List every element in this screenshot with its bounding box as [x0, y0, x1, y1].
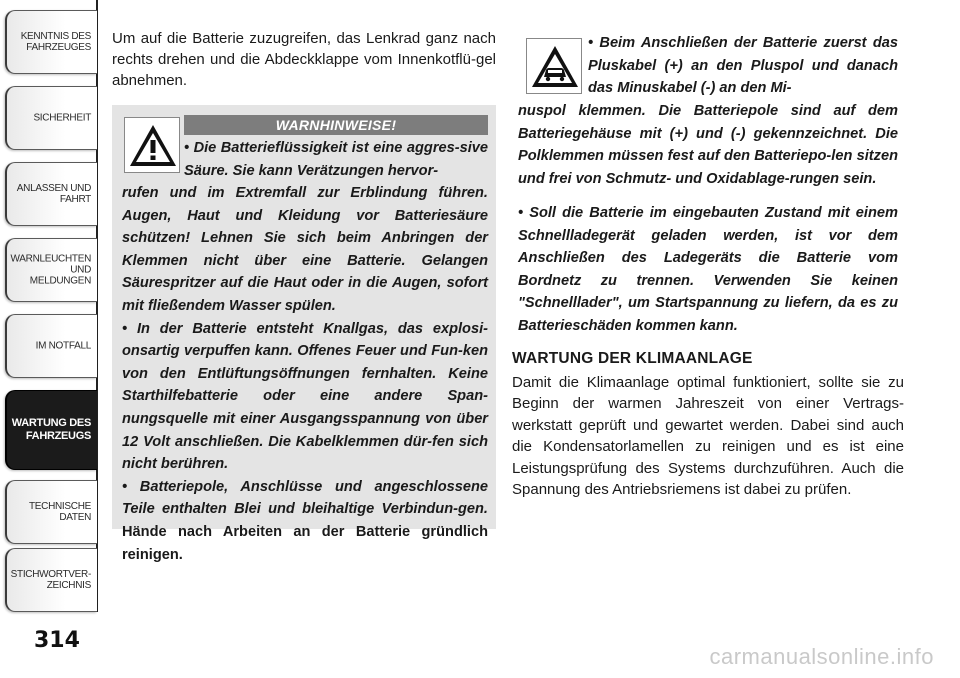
section-body: Damit die Klimaanlage optimal funktioniert, sollte sie zu Beginn der warmen Jahreszeit von einer Vertrags-werkstatt geprüft und gewartet werden. Dabei sind auch die Kondensatorlamellen zu reinigen und es ist eine Leistungsprüfung des Systems durchzuführen. Auch die Spannung des Antriebsriemens ist dabei zu prüfen. [512, 374, 904, 499]
tab-im-notfall[interactable] [5, 314, 97, 378]
tab-warnleuchten[interactable] [5, 238, 97, 302]
warning-text-1-continued: rufen und im Extremfall zur Erblindung führen. Augen, Haut und Kleidung vor Batteriesäure schützen! Lehnen Sie sich beim Anbringen der Klemmen nicht über eine Batterie. Gelangen Säurespritzer auf die Haut oder in die Augen, sofort mit fließendem Wasser spülen. [122, 185, 488, 314]
tab-stichwortverzeichnis[interactable] [5, 548, 97, 612]
tab-label: STICHWORTVER-ZEICHNIS [10, 569, 91, 591]
tab-label: WARNLEUCHTEN UND MELDUNGEN [10, 253, 91, 287]
tab-wartung[interactable] [5, 390, 97, 470]
tab-label: KENNTNIS DES FAHRZEUGES [20, 31, 91, 53]
right-warning-1: • Beim Anschließen der Batterie zuerst das Pluskabel (+) an den Pluspol und danach das Minuskabel (-) an den Mi- [588, 35, 898, 97]
page-number: 314 [34, 628, 80, 653]
warning-title: WARNHINWEISE! [184, 115, 488, 135]
warning-triangle-icon [124, 117, 180, 173]
warning-text-block [122, 182, 488, 566]
tab-sicherheit[interactable] [5, 86, 97, 150]
tab-label: WARTUNG DES FAHRZEUGS [11, 417, 91, 442]
warning-text-3-normal: Hände nach Arbeiten an der Batterie gründlich reinigen. [122, 523, 488, 563]
warning-text-2: • In der Batterie entsteht Knallgas, das explosi-onsartig verpuffen kann. Offenes Feuer und Fun-ken von den Entlüftungsöffnungen fernhalten. Keine Starthilfebatterie oder eine andere Span-nungsquelle mit einer Ausgangsspannung von über 12 Volt anschließen. Die Kabelklemmen dür-fen sich nicht berühren. [122, 320, 488, 473]
warning-text-1: • Die Batterieflüssigkeit ist eine aggres-sive Säure. Sie kann Verätzungen hervor- [184, 140, 488, 179]
watermark: carmanualsonline.info [709, 644, 934, 669]
tab-label: SICHERHEIT [33, 112, 91, 124]
right-warning-1-continued: nuspol klemmen. Die Batteriepole sind auf dem Batteriegehäuse mit (+) und (-) gekennzeichnet. Die Polklemmen müssen fest auf den Batteriepo-len sitzen und frei von Schmutz- und Oxidablage-rungen sein. [518, 103, 898, 187]
car-warning-icon [526, 38, 582, 94]
tab-label: TECHNISCHE DATEN [28, 501, 91, 523]
tab-label: IM NOTFALL [35, 340, 91, 352]
right-warning-2: • Soll die Batterie im eingebauten Zustand mit einem Schnellladegerät geladen werden, ist vor dem Anschließen des Ladegeräts die Batterie vom Bordnetz zu trennen. Verwenden Sie keinen "Schnelllader", um Startspannung zu liefern, da es zu Batterieschäden kommen kann. [518, 205, 898, 334]
left-column [112, 28, 496, 563]
tab-kenntnis[interactable] [5, 10, 97, 74]
section-title: WARTUNG DER KLIMAANLAGE [512, 350, 753, 367]
warning-text-3: • Batteriepole, Anschlüsse und angeschlossene Teile enthalten Blei und bleihaltige Verbindun-gen. [122, 478, 488, 518]
tab-anlassen[interactable] [5, 162, 97, 226]
intro-paragraph: Um auf die Batterie zuzugreifen, das Lenkrad ganz nach rechts drehen und die Abdeckklappe vom Innenkotflü-gel abnehmen. [112, 30, 496, 89]
tab-label: ANLASSEN UND FAHRT [16, 183, 91, 205]
warning-box [112, 105, 496, 563]
tab-technische-daten[interactable] [5, 480, 97, 544]
